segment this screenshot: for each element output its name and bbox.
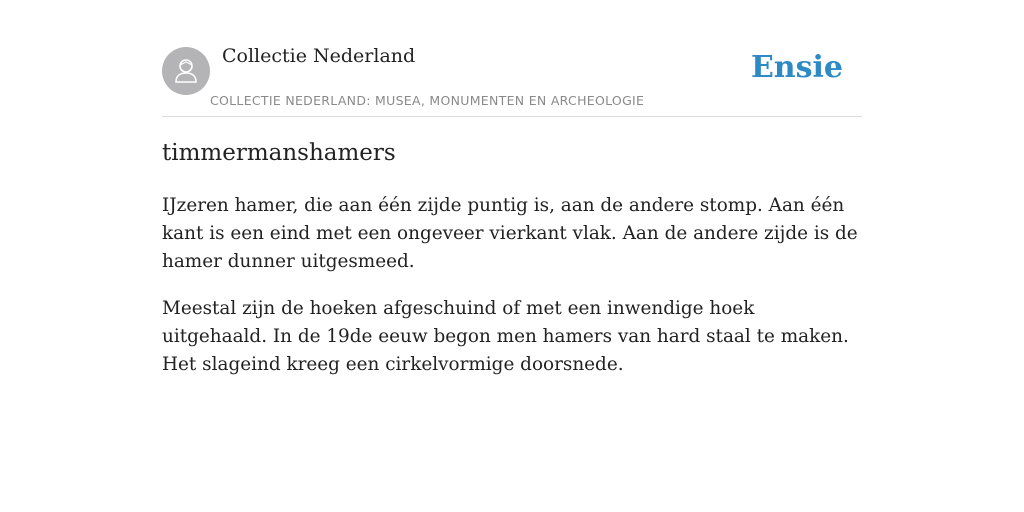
brand-logo[interactable]: Ensie xyxy=(750,50,843,85)
entry-paragraph-2: Meestal zijn de hoeken afgeschuind of met een inwendige hoek uitgehaald. In de 19de eeuw begon men hamers van hard staal te maken. Het slageind kreeg een cirkelvormige doorsnede. xyxy=(162,298,849,375)
entry-paragraph-1: IJzeren hamer, die aan één zijde puntig is, aan de andere stomp. Aan één kant is een eind met een ongeveer vierkant vlak. Aan de andere zijde is de hamer dunner uitgesmeed. xyxy=(162,195,858,272)
entry-header xyxy=(162,0,862,117)
author-name[interactable]: Collectie Nederland xyxy=(222,45,416,67)
user-icon xyxy=(171,56,201,86)
entry-card xyxy=(162,0,862,375)
author-avatar[interactable] xyxy=(162,47,210,95)
source-label[interactable]: COLLECTIE NEDERLAND: MUSEA, MONUMENTEN EN ARCHEOLOGIE xyxy=(210,93,645,108)
entry-title: timmermanshamers xyxy=(162,140,396,166)
